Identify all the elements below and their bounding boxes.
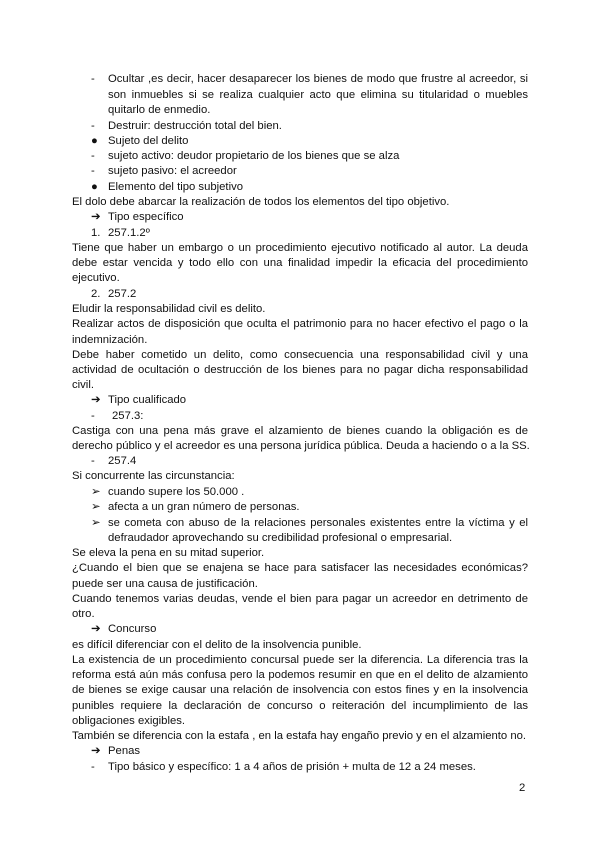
text-line: reforma está aún más confusa pero la podemos resumir en que en el delito de alzamiento: [72, 669, 528, 681]
text-line: Sujeto del delito: [108, 135, 189, 147]
list-marker: -: [91, 410, 95, 422]
text-line: Concurso: [108, 623, 157, 635]
text-line: actividad de ocultación o destrucción de los bienes para no pagar dicha responsabilidad: [72, 364, 528, 376]
text-line: 257.4: [108, 455, 137, 467]
page-number: 2: [519, 782, 526, 794]
text-line: 257.2: [108, 288, 137, 300]
text-line: defraudador aprovechando su credibilidad profesional o empresarial.: [108, 532, 453, 544]
list-marker: -: [91, 73, 95, 85]
text-line: También se diferencia con la estafa , en la estafa hay engaño previo y en el alzamiento no.: [72, 730, 527, 742]
text-line: sujeto pasivo: el acreedor: [108, 165, 237, 177]
text-line: Se eleva la pena en su mitad superior.: [72, 547, 265, 559]
text-line: cuando supere los 50.000 .: [108, 486, 245, 498]
text-line: 257.1.2º: [108, 227, 150, 239]
text-line: derecho público y el acreedor es una persona jurídica pública. Deuda a haciendo o a la SS.: [72, 440, 530, 452]
list-marker: -: [91, 761, 95, 773]
list-marker: ●: [91, 181, 98, 193]
text-line: son inmuebles si se realiza cualquier acto que elimina su titularidad o muebles: [108, 89, 528, 101]
text-line: Cuando tenemos varias deudas, vende el bien para pagar un acreedor en detrimento de: [72, 593, 528, 605]
list-marker: -: [91, 150, 95, 162]
text-line: Ocultar ,es decir, hacer desaparecer los bienes de modo que frustre al acreedor, si: [108, 73, 528, 85]
text-line: ejecutivo.: [72, 272, 120, 284]
text-line: es difícil diferenciar con el delito de la insolvencia punible.: [72, 639, 362, 651]
text-line: Destruir: destrucción total del bien.: [108, 120, 282, 132]
text-line: otro.: [72, 608, 95, 620]
list-marker: ➢: [91, 501, 101, 513]
text-line: 257.3:: [112, 410, 144, 422]
list-marker: ●: [91, 135, 98, 147]
list-marker: ➔: [91, 211, 101, 223]
text-line: punibles requiere la declaración de concurso o reiteración del incumplimiento de las: [72, 700, 528, 712]
list-marker: -: [91, 455, 95, 467]
text-line: Tipo cualificado: [108, 394, 187, 406]
text-line: Si concurrente las circunstancia:: [72, 470, 235, 482]
text-line: civil.: [72, 379, 94, 391]
text-line: Tipo básico y específico: 1 a 4 años de prisión + multa de 12 a 24 meses.: [108, 761, 476, 773]
text-line: afecta a un gran número de personas.: [108, 501, 300, 513]
list-marker: -: [91, 165, 95, 177]
list-marker: ➢: [91, 486, 101, 498]
text-line: Debe haber cometido un delito, como consecuencia una responsabilidad civil y una: [72, 349, 528, 361]
text-line: Castiga con una pena más grave el alzamiento de bienes cuando la obligación es de: [72, 425, 528, 437]
text-line: debe estar vencida y todo ello con una finalidad impedir la eficacia del procedimiento: [72, 257, 528, 269]
list-marker: ➔: [91, 394, 101, 406]
list-marker: ➔: [91, 623, 101, 635]
text-line: obligaciones exigibles.: [72, 715, 186, 727]
text-line: ¿Cuando el bien que se enajena se hace para satisfacer las necesidades económicas?: [72, 562, 528, 574]
text-line: puede ser una causa de justificación.: [72, 578, 258, 590]
text-line: La existencia de un procedimiento concursal puede ser la diferencia. La diferencia tras la: [72, 654, 528, 666]
text-line: de bienes se exige causar una relación de insolvencia con estos fines y en la insolvencia: [72, 684, 528, 696]
text-line: se cometa con abuso de la relaciones personales existentes entre la víctima y el: [108, 517, 528, 529]
text-line: Tiene que haber un embargo o un procedimiento ejecutivo notificado al autor. La deuda: [72, 242, 528, 254]
text-line: indemnización.: [72, 334, 148, 346]
text-line: Realizar actos de disposición que oculta el patrimonio para no hacer efectivo el pago o la: [72, 318, 528, 330]
text-line: Penas: [108, 745, 141, 757]
list-marker: -: [91, 120, 95, 132]
text-line: sujeto activo: deudor propietario de los bienes que se alza: [108, 150, 400, 162]
list-marker: ➢: [91, 517, 101, 529]
text-line: Elemento del tipo subjetivo: [108, 181, 244, 193]
list-marker: 2.: [91, 288, 101, 300]
list-marker: 1.: [91, 227, 101, 239]
text-line: Eludir la responsabilidad civil es delito.: [72, 303, 266, 315]
text-line: Tipo específico: [108, 211, 184, 223]
text-line: quitarlo de enmedio.: [108, 104, 211, 116]
text-line: El dolo debe abarcar la realización de todos los elementos del tipo objetivo.: [72, 196, 450, 208]
list-marker: ➔: [91, 745, 101, 757]
